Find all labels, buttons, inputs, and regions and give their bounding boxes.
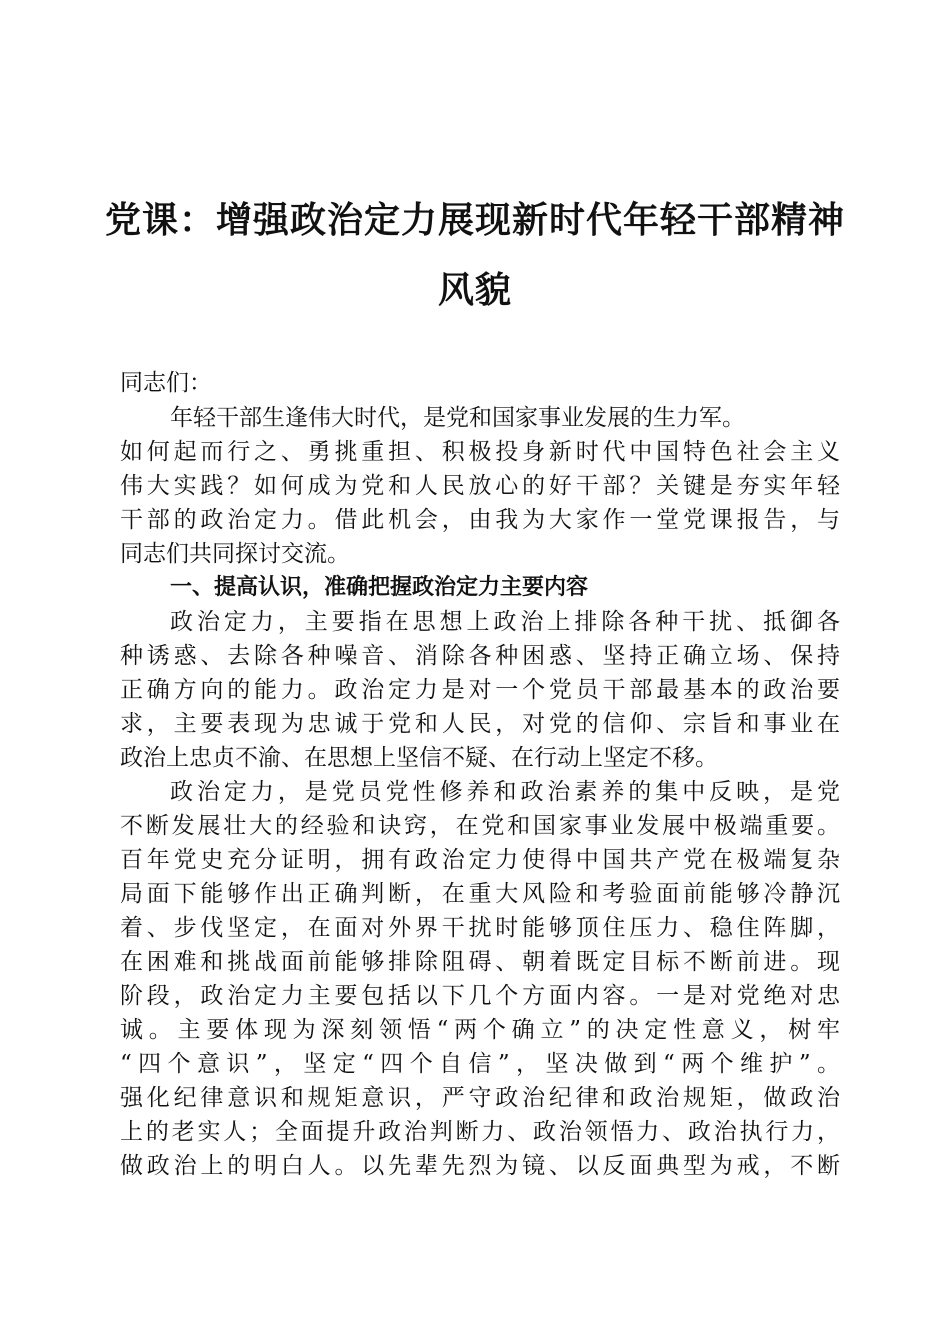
paragraph-line: 年轻干部生逢伟大时代，是党和国家事业发展的生力军。 — [170, 405, 745, 431]
document-title-line-1: 党课：增强政治定力展现新时代年轻干部精神 — [104, 200, 845, 241]
paragraph-line: 政治定力，主要指在思想上政治上排除各种干扰、抵御各 — [170, 609, 840, 635]
paragraph-line: 求，主要表现为忠诚于党和人民，对党的信仰、宗旨和事业在 — [120, 711, 840, 737]
document-title-line-2: 风貌 — [437, 270, 512, 311]
paragraph-line: 政治定力，是党员党性修养和政治素养的集中反映，是党 — [170, 779, 840, 805]
paragraph-line: 干部的政治定力。借此机会，由我为大家作一堂党课报告，与 — [120, 507, 840, 533]
paragraph-line: 在困难和挑战面前能够排除阻碍、朝着既定目标不断前进。现 — [120, 949, 840, 975]
paragraph-line: 正确方向的能力。政治定力是对一个党员干部最基本的政治要 — [120, 677, 840, 703]
paragraph-line: 如何起而行之、勇挑重担、积极投身新时代中国特色社会主义 — [120, 439, 840, 465]
paragraph-line: 种诱惑、去除各种噪音、消除各种困惑、坚持正确立场、保持 — [120, 643, 840, 669]
paragraph-line: 上的老实人；全面提升政治判断力、政治领悟力、政治执行力， — [120, 1119, 840, 1145]
paragraph-line: 局面下能够作出正确判断，在重大风险和考验面前能够冷静沉 — [120, 881, 840, 907]
paragraph-line: “四个意识”，坚定“四个自信”，坚决做到“两个维护”。 — [120, 1051, 840, 1077]
salutation: 同志们： — [120, 370, 212, 396]
section-heading: 一、提高认识，准确把握政治定力主要内容 — [170, 575, 589, 600]
paragraph-line: 百年党史充分证明，拥有政治定力使得中国共产党在极端复杂 — [120, 847, 840, 873]
paragraph-line: 伟大实践？如何成为党和人民放心的好干部？关键是夯实年轻 — [120, 473, 840, 499]
paragraph-line: 同志们共同探讨交流。 — [120, 541, 350, 567]
paragraph-line: 不断发展壮大的经验和诀窍，在党和国家事业发展中极端重要。 — [120, 813, 840, 839]
paragraph-line: 政治上忠贞不渝、在思想上坚信不疑、在行动上坚定不移。 — [120, 745, 718, 771]
paragraph-line: 诚。主要体现为深刻领悟“两个确立”的决定性意义，树牢 — [120, 1017, 840, 1043]
paragraph-line: 做政治上的明白人。以先辈先烈为镜、以反面典型为戒，不断 — [120, 1153, 840, 1179]
paragraph-line: 阶段，政治定力主要包括以下几个方面内容。一是对党绝对忠 — [120, 983, 840, 1009]
paragraph-line: 着、步伐坚定，在面对外界干扰时能够顶住压力、稳住阵脚， — [120, 915, 840, 941]
paragraph-line: 强化纪律意识和规矩意识，严守政治纪律和政治规矩，做政治 — [120, 1085, 840, 1111]
